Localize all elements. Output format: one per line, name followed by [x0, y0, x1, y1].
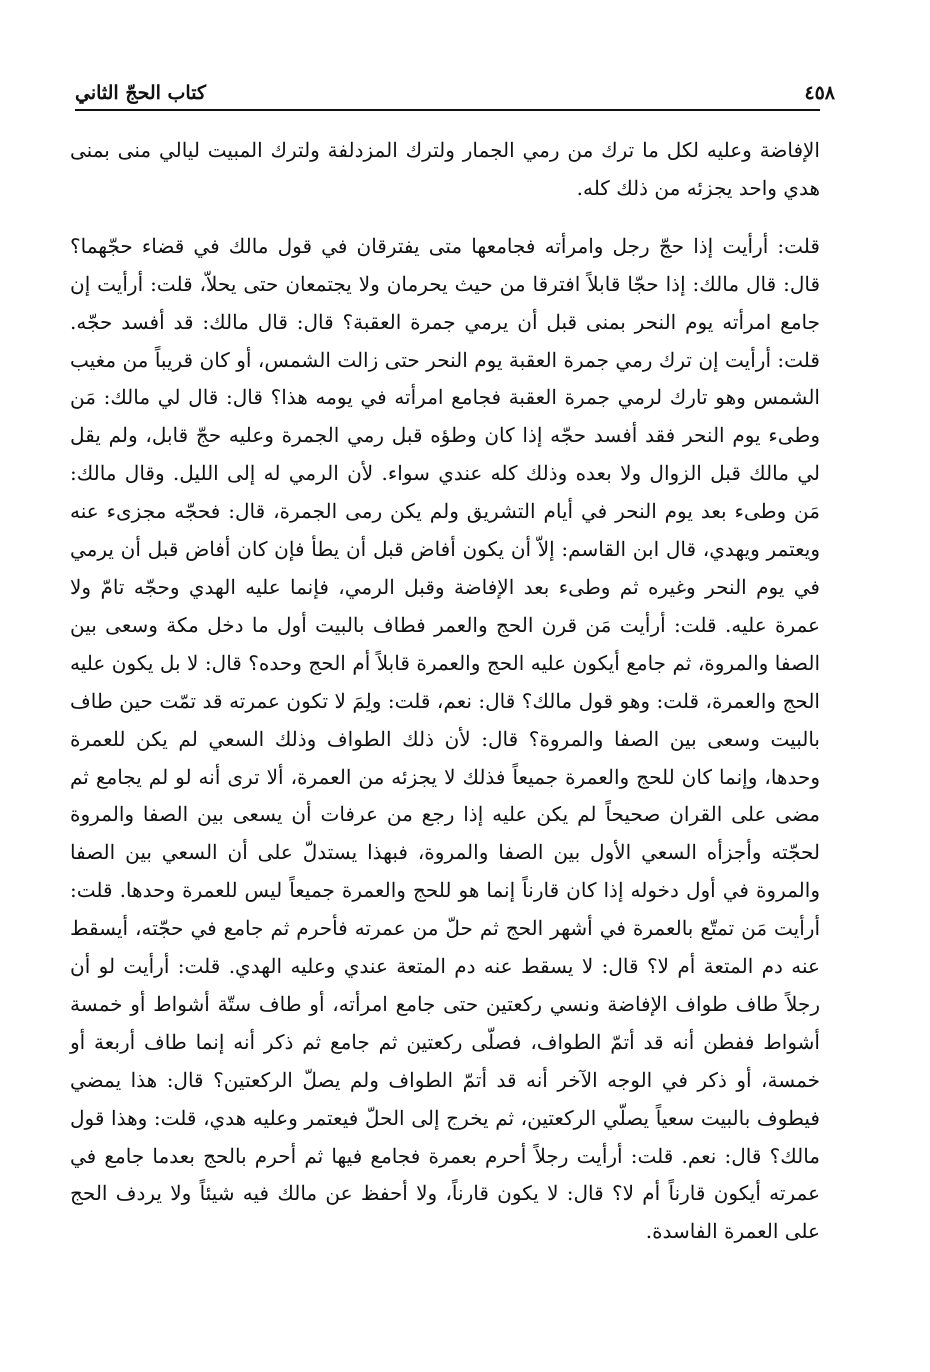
paragraph-2: قلت: أرأيت إذا حجّ رجل وامرأته فجامعها متى يفترقان في قول مالك في قضاء حجّهما؟ قال: قال مالك: إذا حجّا قابلاً افترقا من حيث يحرمان ولا يجتمعان حتى يحلاّ، قلت: أرأيت إن جامع امرأته يوم النحر بمنى قبل أن يرمي جمرة العقبة؟ قال: قال مالك: قد أفسد حجّه. قلت: أرأيت إن ترك رمي جمرة العقبة يوم النحر حتى زالت الشمس، أو كان قريباً من مغيب الشمس وهو تارك لرمي جمرة العقبة فجامع امرأته في يومه هذا؟ قال: قال لي مالك: مَن وطىء يوم النحر فقد أفسد حجّه إذا كان وطؤه قبل رمي الجمرة وعليه حجّ قابل، ولم يقل لي مالك قبل الزوال ولا بعده وذلك كله عندي سواء. لأن الرمي له إلى الليل. وقال مالك: مَن وطىء بعد يوم النحر في أيام التشريق ولم يكن رمى الجمرة، قال: فحجّه مجزىء عنه ويعتمر ويهدي، قال ابن القاسم: إلاّ أن يكون أفاض قبل أن يطأ فإن كان أفاض قبل أن يرمي في يوم النحر وغيره ثم وطىء بعد الإفاضة وقبل الرمي، فإنما عليه الهدي وحجّه تامّ ولا عمرة عليه. قلت: أرأيت مَن قرن الحج والعمر فطاف بالبيت أول ما دخل مكة وسعى بين الصفا والمروة، ثم جامع أيكون عليه الحج والعمرة قابلاً أم الحج وحده؟ قال: لا بل يكون عليه الحج والعمرة، قلت: وهو قول مالك؟ قال: نعم، قلت: ولِمَ لا تكون عمرته قد تمّت حين طاف بالبيت وسعى بين الصفا والمروة؟ قال: لأن ذلك الطواف وذلك السعي لم يكن للعمرة وحدها، وإنما كان للحج والعمرة جميعاً فذلك لا يجزئه من العمرة، ألا ترى أنه لو لم يجامع ثم مضى على القران صحيحاً لم يكن عليه إذا رجع من عرفات أن يسعى بين الصفا والمروة لحجّته وأجزأه السعي الأول بين الصفا والمروة، فبهذا يستدلّ على أن السعي بين الصفا والمروة في أول دخوله إذا كان قارناً إنما هو للحج والعمرة جميعاً ليس للعمرة وحدها. قلت: أرأيت مَن تمتّع بالعمرة في أشهر الحج ثم حلّ من عمرته فأحرم ثم جامع في حجّته، أيسقط عنه دم المتعة أم لا؟ قال: لا يسقط عنه دم المتعة عندي وعليه الهدي. قلت: أرأيت لو أن رجلاً طاف طواف الإفاضة ونسي ركعتين حتى جامع امرأته، أو طاف ستّة أشواط أو خمسة أشواط ففطن أنه قد أتمّ الطواف، فصلّى ركعتين ثم جامع ثم ذكر أنه إنما طاف أربعة أو خمسة، أو ذكر في الوجه الآخر أنه قد أتمّ الطواف ولم يصلّ الركعتين؟ قال: هذا يمضي فيطوف بالبيت سعياً يصلّي الركعتين، ثم يخرج إلى الحلّ فيعتمر وعليه هدي، قلت: وهذا قول مالك؟ قال: نعم. قلت: أرأيت رجلاً أحرم بعمرة فجامع فيها ثم أحرم بالحج بعدما جامع في عمرته أيكون قارناً أم لا؟ قال: لا يكون قارناً، ولا أحفظ عن مالك فيه شيئاً ولا يردف الحج على العمرة الفاسدة.: [70, 233, 821, 1244]
header-rule: [75, 109, 820, 111]
book-title: كتاب الحجّ الثاني: [75, 82, 206, 104]
paragraph-1: الإفاضة وعليه لكل ما ترك من رمي الجمار ولترك المزدلفة ولترك المبيت ليالي منى بمنى هدي واحد يجزئه من ذلك كله.: [70, 138, 820, 200]
running-header: [75, 70, 835, 104]
body-text: [70, 132, 820, 1251]
page-number: ٤٥٨: [804, 82, 835, 104]
